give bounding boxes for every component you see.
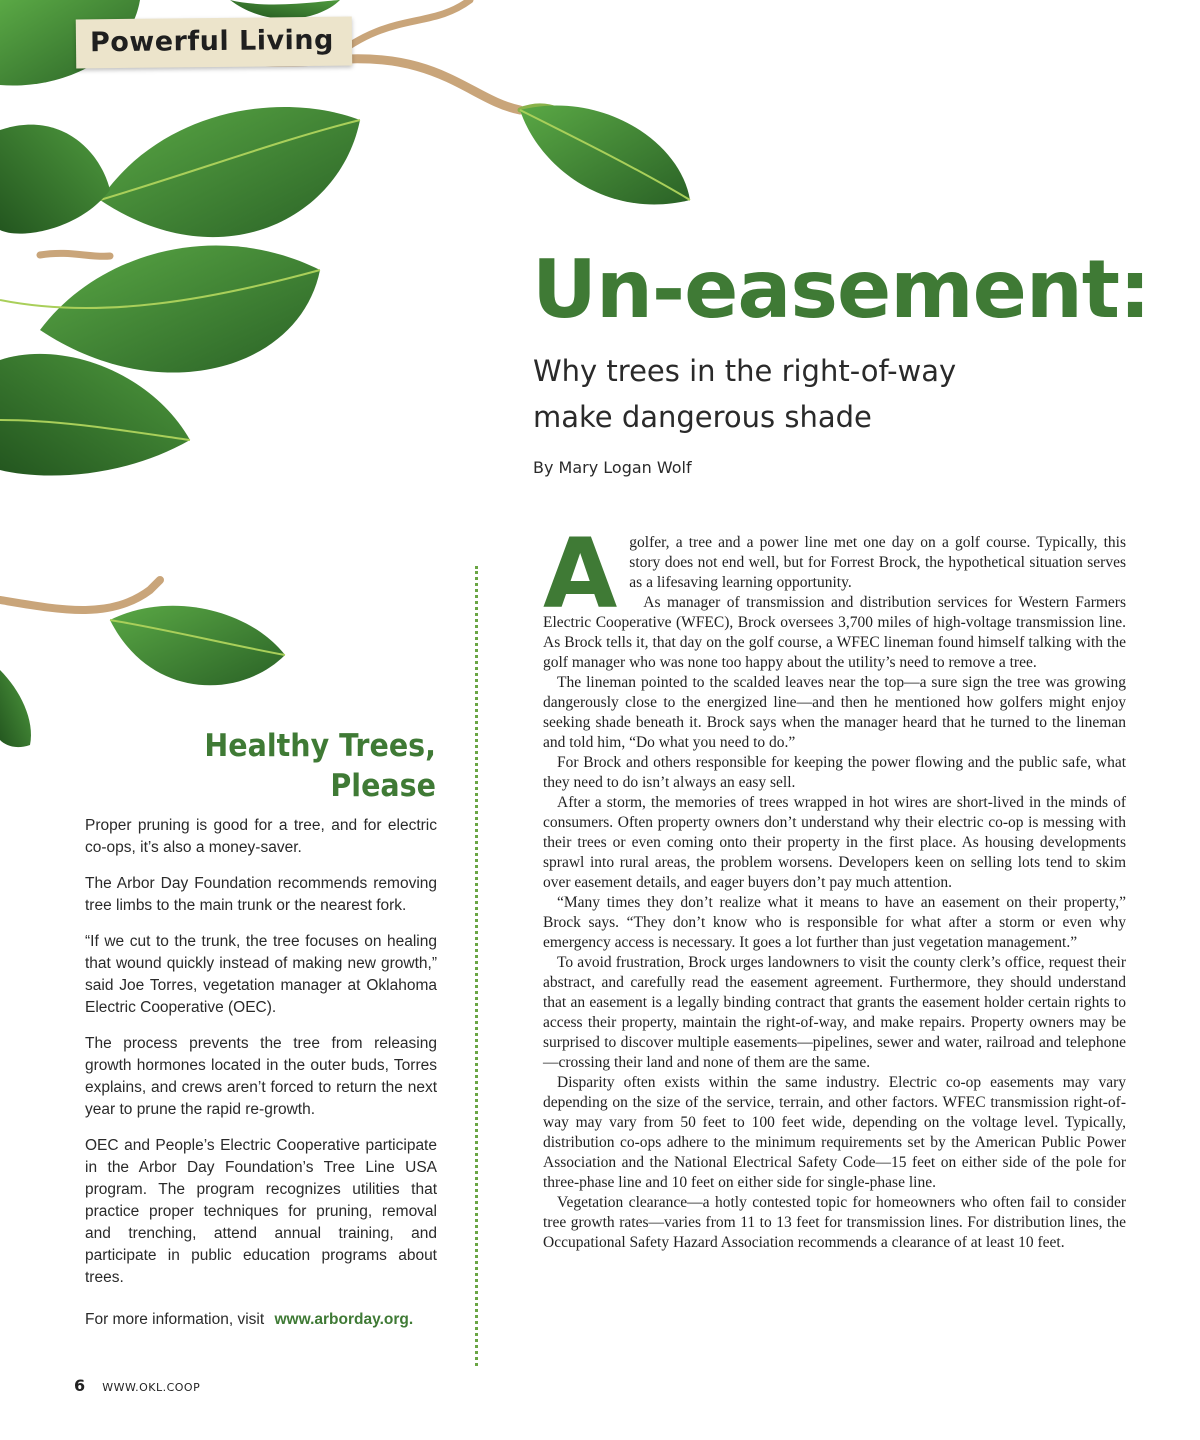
- sidebar-paragraph: OEC and People’s Electric Cooperative participate in the Arbor Day Foundation’s Tree Line USA program. The program recognizes utilities that practice proper techniques for pruning, removal and trenching, attend annual training, and participate in public education programs about trees.: [85, 1137, 437, 1286]
- arborday-link[interactable]: www.arborday.org.: [274, 1311, 414, 1328]
- drop-cap: A: [543, 518, 618, 630]
- sidebar-cta: [85, 1309, 437, 1331]
- article-paragraph: After a storm, the memories of trees wrapped in hot wires are short-lived in the minds of consumers. Often property owners don’t understand why their electric co-op is messing with their trees or even coming onto their property in the first place. As housing developments sprawl into rural areas, the problem worsens. Developers keen on selling lots tend to skim over easement details, and eager buyers don’t pay much attention.: [543, 794, 1126, 891]
- sidebar-paragraph: The Arbor Day Foundation recommends removing tree limbs to the main trunk or the nearest fork.: [85, 875, 437, 914]
- article-paragraph: Disparity often exists within the same industry. Electric co-op easements may vary depending on the size of the service, terrain, and other factors. WFEC transmission right-of-way may vary from 50 feet to 100 feet wide, depending on the voltage level. Typically, distribution co-ops adhere to the minimum requirements set by the American Public Power Association and the National Electrical Safety Code—15 feet on either side of the pole for three-phase line and 10 feet on either side for single-phase line.: [543, 1074, 1126, 1191]
- article-paragraph: The lineman pointed to the scalded leaves near the top—a sure sign the tree was growing dangerously close to the energized line—and then he mentioned how golfers might enjoy seeking shade beneath it. Brock says when the manager heard that he turned to the lineman and told him, “Do what you need to do.”: [543, 674, 1126, 751]
- byline: By Mary Logan Wolf: [533, 458, 692, 477]
- sidebar-paragraph: Proper pruning is good for a tree, and for electric co-ops, it’s also a money-saver.: [85, 817, 437, 856]
- sidebar-paragraph: “If we cut to the trunk, the tree focuses on healing that wound quickly instead of making new growth,” said Joe Torres, vegetation manager at Oklahoma Electric Cooperative (OEC).: [85, 933, 437, 1016]
- subheadline-line-1: Why trees in the right-of-way: [533, 354, 957, 388]
- page-number: 6: [74, 1376, 86, 1395]
- subheadline-line-2: make dangerous shade: [533, 400, 872, 434]
- page-footer: [74, 1376, 200, 1395]
- dotted-divider: [475, 566, 478, 1366]
- article-paragraph: For Brock and others responsible for keeping the power flowing and the public safe, what they need to do isn’t always an easy sell.: [543, 754, 1126, 791]
- article-paragraph: “Many times they don’t realize what it means to have an easement on their property,” Brock says. “They don’t know who is responsible for what after a storm or even why emergency access is necessary. It goes a lot further than just vegetation management.”: [543, 894, 1126, 951]
- sidebar-paragraph: The process prevents the tree from releasing growth hormones located in the outer buds, Torres explains, and crews aren’t forced to return the next year to prune the rapid re-growth.: [85, 1035, 437, 1118]
- website-url[interactable]: WWW.OKL.COOP: [102, 1381, 201, 1394]
- headline: Un-easement:: [532, 243, 1151, 336]
- article-paragraph-text: golfer, a tree and a power line met one day on a golf course. Typically, this story does not end well, but for Forrest Brock, the hypothetical situation serves as a lifesaving learning opportunity.: [629, 534, 1126, 591]
- sidebar-body: [85, 815, 437, 1345]
- cta-text: For more information, visit: [85, 1311, 265, 1328]
- article-paragraph: To avoid frustration, Brock urges landowners to visit the county clerk’s office, request their abstract, and carefully read the easement agreement. Furthermore, they should understand that an easement is a legally binding contract that grants the easement holder certain rights to access their property, maintain the right-of-way, and make repairs. Property owners may be surprised to discover multiple easements—pipelines, sewer and water, railroad and telephone—crossing their land and none of them are the same.: [543, 954, 1126, 1071]
- article-body: [543, 518, 1126, 1253]
- section-label: Powerful Living: [76, 17, 352, 69]
- article-paragraph: [543, 518, 1126, 630]
- article-paragraph: Vegetation clearance—a hotly contested topic for homeowners who often fail to consider tree growth rates—varies from 11 to 13 feet for transmission lines. For distribution lines, the Occupational Safety Hazard Association recommends a clearance of at least 10 feet.: [543, 1194, 1126, 1251]
- article-paragraph: As manager of transmission and distribution services for Western Farmers Electric Cooperative (WFEC), Brock oversees 3,700 miles of high-voltage transmission line. As Brock tells it, that day on the golf course, a WFEC lineman found himself talking with the golf manager who was none too happy about the utility’s need to remove a tree.: [543, 594, 1126, 671]
- sidebar-title: Healthy Trees, Please: [204, 728, 436, 804]
- subheadline: [533, 348, 1133, 440]
